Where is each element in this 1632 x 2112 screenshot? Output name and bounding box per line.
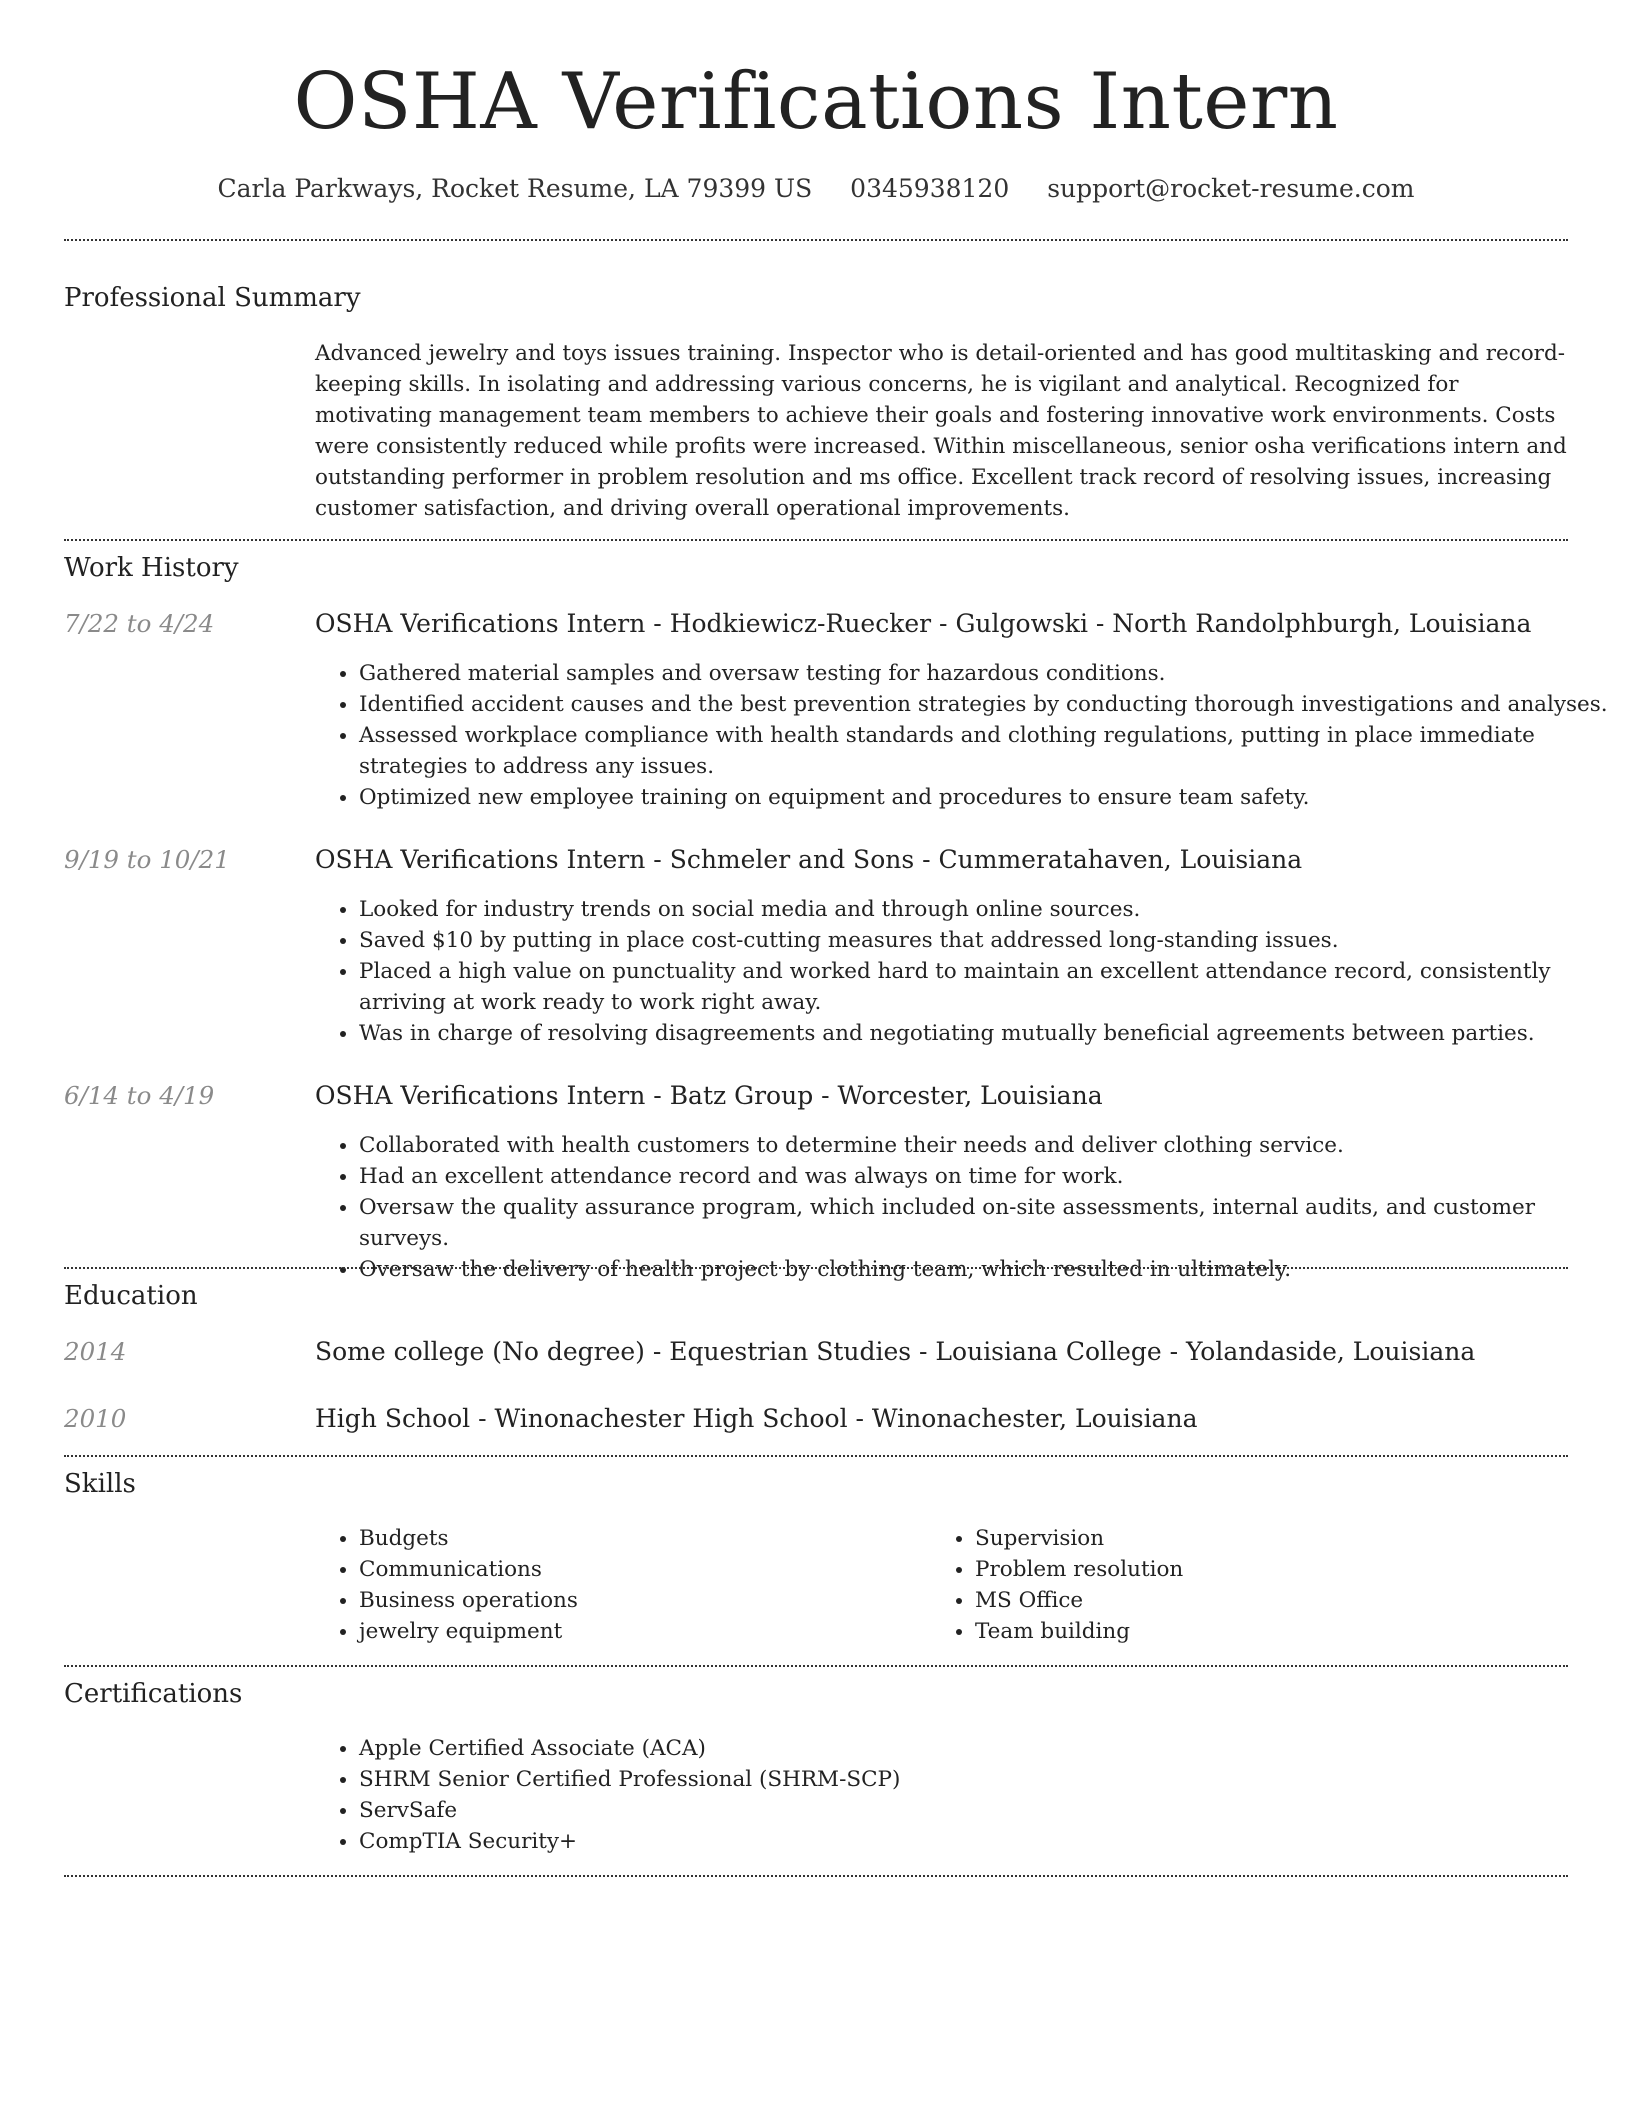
certification-item: • Apple Certified Associate (ACA) xyxy=(359,1733,1612,1764)
certification-item: • SHRM Senior Certified Professional (SHRM-SCP) xyxy=(359,1764,1612,1795)
divider xyxy=(64,539,1568,541)
divider xyxy=(64,1455,1568,1457)
skill-item: • MS Office xyxy=(975,1585,1575,1616)
job-dates: 6/14 to 4/19 xyxy=(64,1081,215,1110)
job-bullet: • Optimized new employee training on equipment and procedures to ensure team safety. xyxy=(359,782,1612,813)
job-bullet: • Saved $10 by putting in place cost-cutting measures that addressed long-standing issues. xyxy=(359,925,1612,956)
certification-item: • CompTIA Security+ xyxy=(359,1826,1612,1857)
contact-line xyxy=(64,170,1568,208)
section-title-skills: Skills xyxy=(64,1469,136,1499)
job-bullets xyxy=(315,894,1612,1049)
contact-phone: 0345938120 xyxy=(850,174,1010,203)
education-entry: Some college (No degree) - Equestrian Studies - Louisiana College - Yolandaside, Louisiana xyxy=(315,1337,1476,1366)
section-title-education: Education xyxy=(64,1281,198,1311)
skill-item: • Team building xyxy=(975,1616,1575,1647)
contact-address: Carla Parkways, Rocket Resume, LA 79399 US xyxy=(217,174,813,203)
skill-item: • Supervision xyxy=(975,1523,1575,1554)
section-title-certifications: Certifications xyxy=(64,1679,243,1709)
job-bullet: • Identified accident causes and the best prevention strategies by conducting thorough investigations and analyses. xyxy=(359,689,1612,720)
job-bullet: • Was in charge of resolving disagreements and negotiating mutually beneficial agreements between parties. xyxy=(359,1018,1612,1049)
job-title: OSHA Verifications Intern - Batz Group - Worcester, Louisiana xyxy=(315,1081,1103,1110)
candidate-name: OSHA Verifications Intern xyxy=(293,57,1339,147)
divider xyxy=(64,1665,1568,1667)
job-bullets xyxy=(315,658,1612,813)
divider xyxy=(64,239,1568,241)
job-bullet: • Assessed workplace compliance with health standards and clothing regulations, putting in place immediate strategies to address any issues. xyxy=(359,720,1612,782)
job-bullet: • Placed a high value on punctuality and worked hard to maintain an excellent attendance record, consistently arriving at work ready to work right away. xyxy=(359,956,1612,1018)
job-dates: 9/19 to 10/21 xyxy=(64,845,230,874)
skills-list-right xyxy=(931,1523,1575,1647)
education-year: 2014 xyxy=(64,1337,127,1366)
job-bullet: • Had an excellent attendance record and was always on time for work. xyxy=(359,1161,1612,1192)
skill-item: • jewelry equipment xyxy=(359,1616,959,1647)
job-bullets xyxy=(315,1130,1612,1285)
section-title-work-history: Work History xyxy=(64,553,239,583)
job-title: OSHA Verifications Intern - Hodkiewicz-Ruecker - Gulgowski - North Randolphburgh, Louisiana xyxy=(315,609,1532,638)
skill-item: • Problem resolution xyxy=(975,1554,1575,1585)
contact-email: support@rocket-resume.com xyxy=(1047,174,1415,203)
divider xyxy=(64,1267,1568,1269)
education-year: 2010 xyxy=(64,1404,127,1433)
job-dates: 7/22 to 4/24 xyxy=(64,609,215,638)
summary-text: Advanced jewelry and toys issues training. Inspector who is detail-oriented and has good multitasking and record-keeping skills. In isolating and addressing various concerns, he is vigilant and analytical. Recognized for motivating management team members to achieve their goals and fostering innovative work environments. Costs were consistently reduced while profits were increased. Within miscellaneous, senior osha verifications intern and outstanding performer in problem resolution and ms office. Excellent track record of resolving issues, increasing customer satisfaction, and driving overall operational improvements. xyxy=(315,341,1567,521)
skill-item: • Budgets xyxy=(359,1523,959,1554)
education-entry: High School - Winonachester High School - Winonachester, Louisiana xyxy=(315,1404,1198,1433)
skill-item: • Communications xyxy=(359,1554,959,1585)
certifications-list xyxy=(315,1733,1612,1857)
skill-item: • Business operations xyxy=(359,1585,959,1616)
job-bullet: • Oversaw the delivery of health project by clothing team, which resulted in ultimately. xyxy=(359,1254,1612,1285)
job-bullet: • Oversaw the quality assurance program, which included on-site assessments, internal audits, and customer surveys. xyxy=(359,1192,1612,1254)
job-bullet: • Gathered material samples and oversaw testing for hazardous conditions. xyxy=(359,658,1612,689)
skills-list-left xyxy=(315,1523,959,1647)
divider xyxy=(64,1875,1568,1877)
section-title-summary: Professional Summary xyxy=(64,283,361,313)
job-title: OSHA Verifications Intern - Schmeler and Sons - Cummeratahaven, Louisiana xyxy=(315,845,1303,874)
job-bullet: • Looked for industry trends on social media and through online sources. xyxy=(359,894,1612,925)
certification-item: • ServSafe xyxy=(359,1795,1612,1826)
job-bullet: • Collaborated with health customers to determine their needs and deliver clothing service. xyxy=(359,1130,1612,1161)
